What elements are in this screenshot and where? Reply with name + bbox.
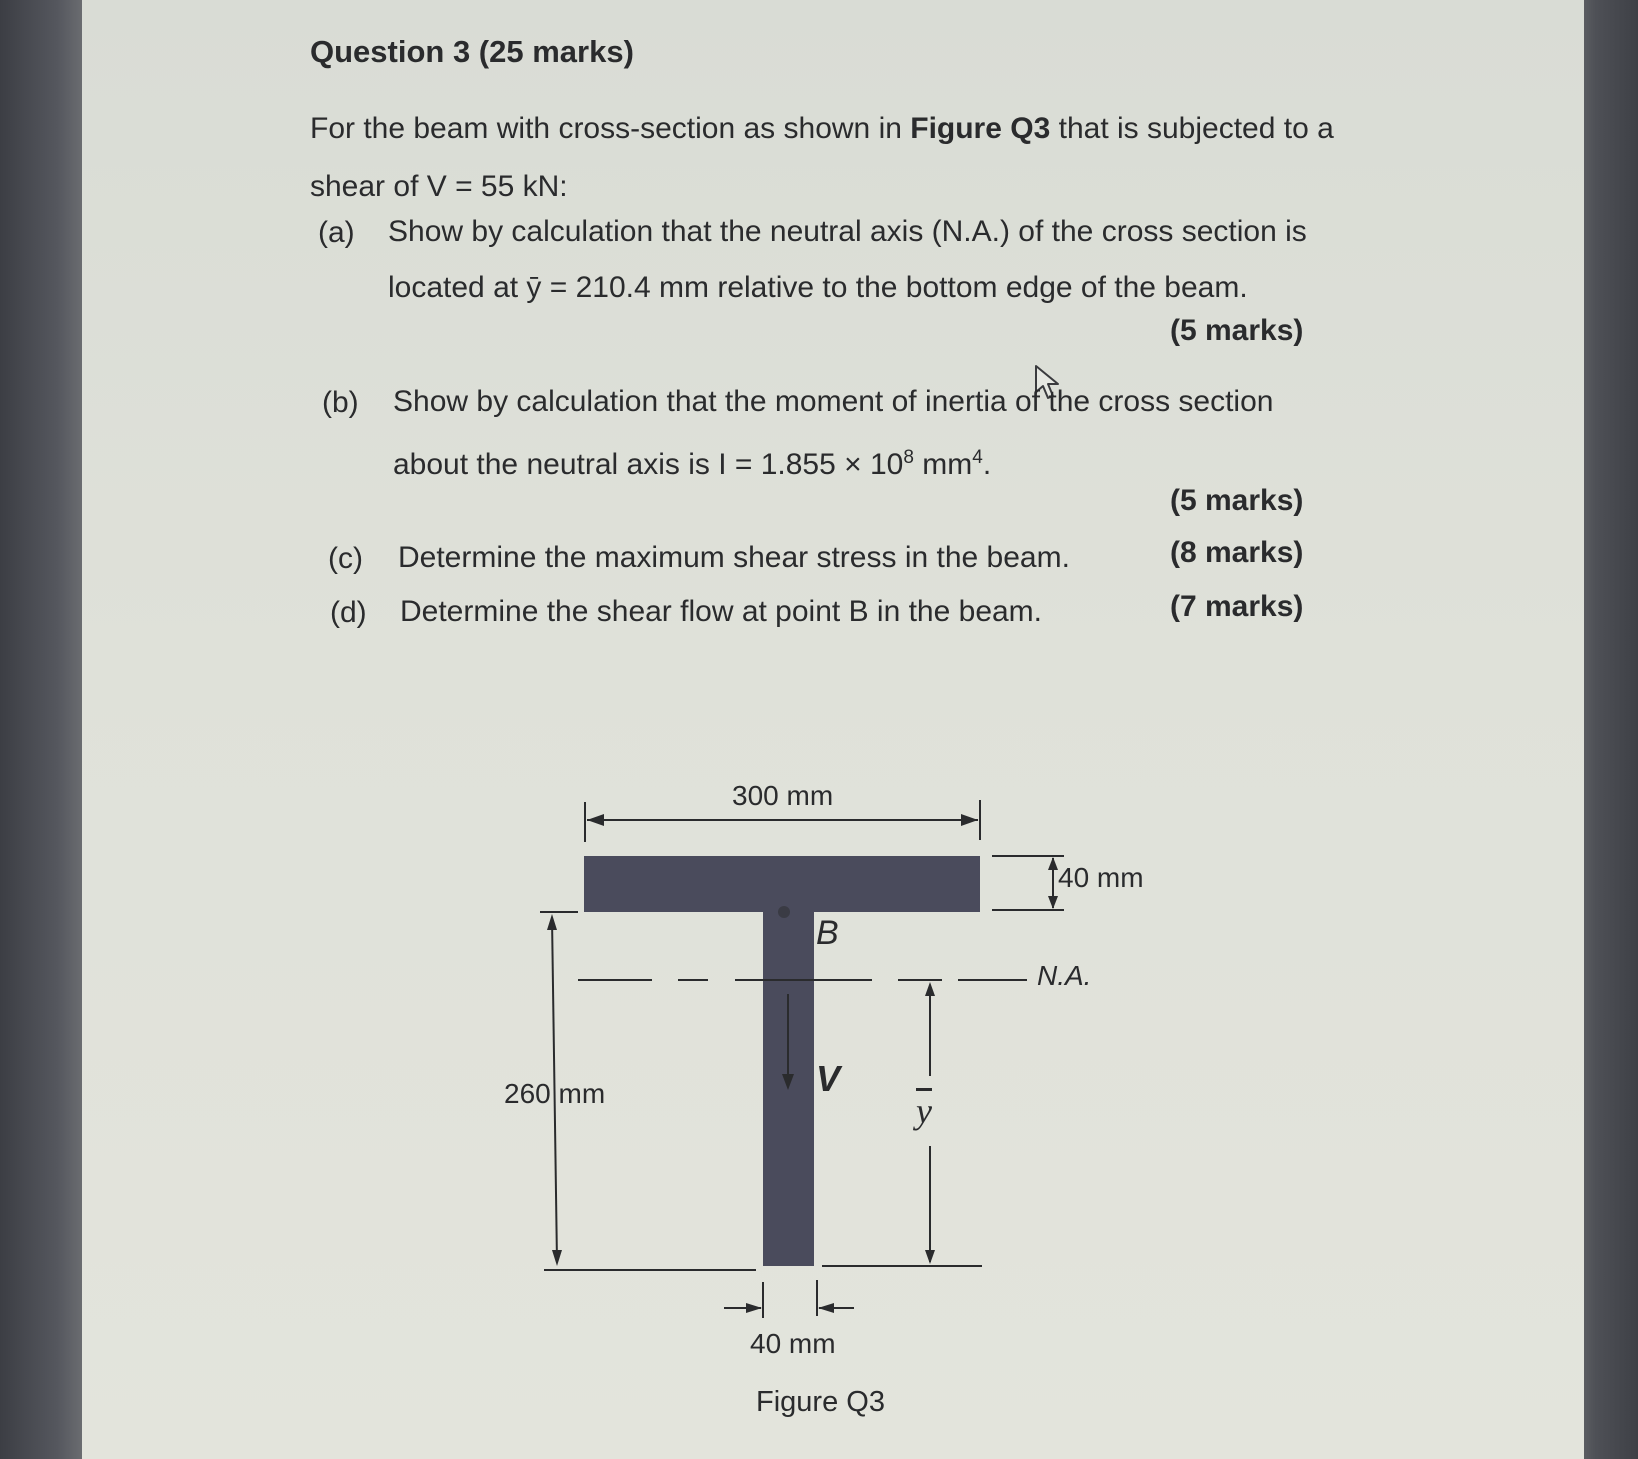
part-b-marks: (5 marks): [1170, 484, 1304, 517]
part-a-line-2: located at ȳ = 210.4 mm relative to the bottom edge of the beam.: [388, 271, 1248, 304]
label-flange-40mm: 40 mm: [1058, 862, 1144, 893]
label-point-b: B: [816, 914, 839, 952]
intro-text-post: that is subjected to a: [1050, 112, 1334, 145]
label-shear-v: V: [816, 1058, 841, 1099]
intro-text-pre: For the beam with cross-section as shown in: [310, 112, 911, 145]
part-b-line-2-mid: mm: [913, 448, 973, 481]
question-title: Question 3 (25 marks): [310, 34, 634, 69]
dimension-web-40mm: [724, 1280, 854, 1318]
part-a-marks: (5 marks): [1170, 314, 1304, 347]
part-d-text: Determine the shear flow at point B in the beam.: [400, 595, 1043, 628]
point-b-marker: [778, 906, 790, 918]
part-b-exponent-2: 4: [972, 447, 983, 468]
part-d-letter: (d): [330, 596, 367, 629]
dimension-ybar: [822, 982, 982, 1266]
part-c-marks: (8 marks): [1170, 536, 1304, 569]
part-b-line-2-pre: about the neutral axis is I = 1.855 × 10: [393, 448, 904, 481]
part-b-line-1: Show by calculation that the moment of inertia of the cross section: [393, 385, 1274, 418]
part-b-exponent: 8: [903, 447, 914, 468]
document-page: [82, 0, 1584, 1459]
label-neutral-axis: N.A.: [1037, 960, 1092, 991]
intro-line-2: shear of V = 55 kN:: [310, 170, 568, 203]
part-b-letter: (b): [322, 386, 359, 419]
label-web-40mm: 40 mm: [750, 1328, 836, 1359]
t-beam-flange: [584, 856, 980, 912]
monitor-bezel-left: [0, 0, 82, 1459]
dimension-flange-40mm: [992, 856, 1064, 910]
figure-q3-diagram: [82, 0, 1584, 1459]
figure-caption: Figure Q3: [756, 1386, 885, 1418]
part-c-letter: (c): [328, 542, 363, 575]
part-b-line-2-post: .: [982, 448, 992, 481]
intro-figure-ref: Figure Q3: [910, 112, 1051, 145]
part-d-marks: (7 marks): [1170, 590, 1304, 623]
label-ybar: $\overline{y}$: [916, 1091, 932, 1131]
label-260mm: 260 mm: [504, 1078, 606, 1109]
part-a-letter: (a): [318, 216, 355, 249]
part-a-line-1: Show by calculation that the neutral axis (N.A.) of the cross section is: [388, 215, 1307, 248]
part-c-text: Determine the maximum shear stress in the beam.: [398, 541, 1070, 574]
label-300mm: 300 mm: [732, 780, 834, 811]
